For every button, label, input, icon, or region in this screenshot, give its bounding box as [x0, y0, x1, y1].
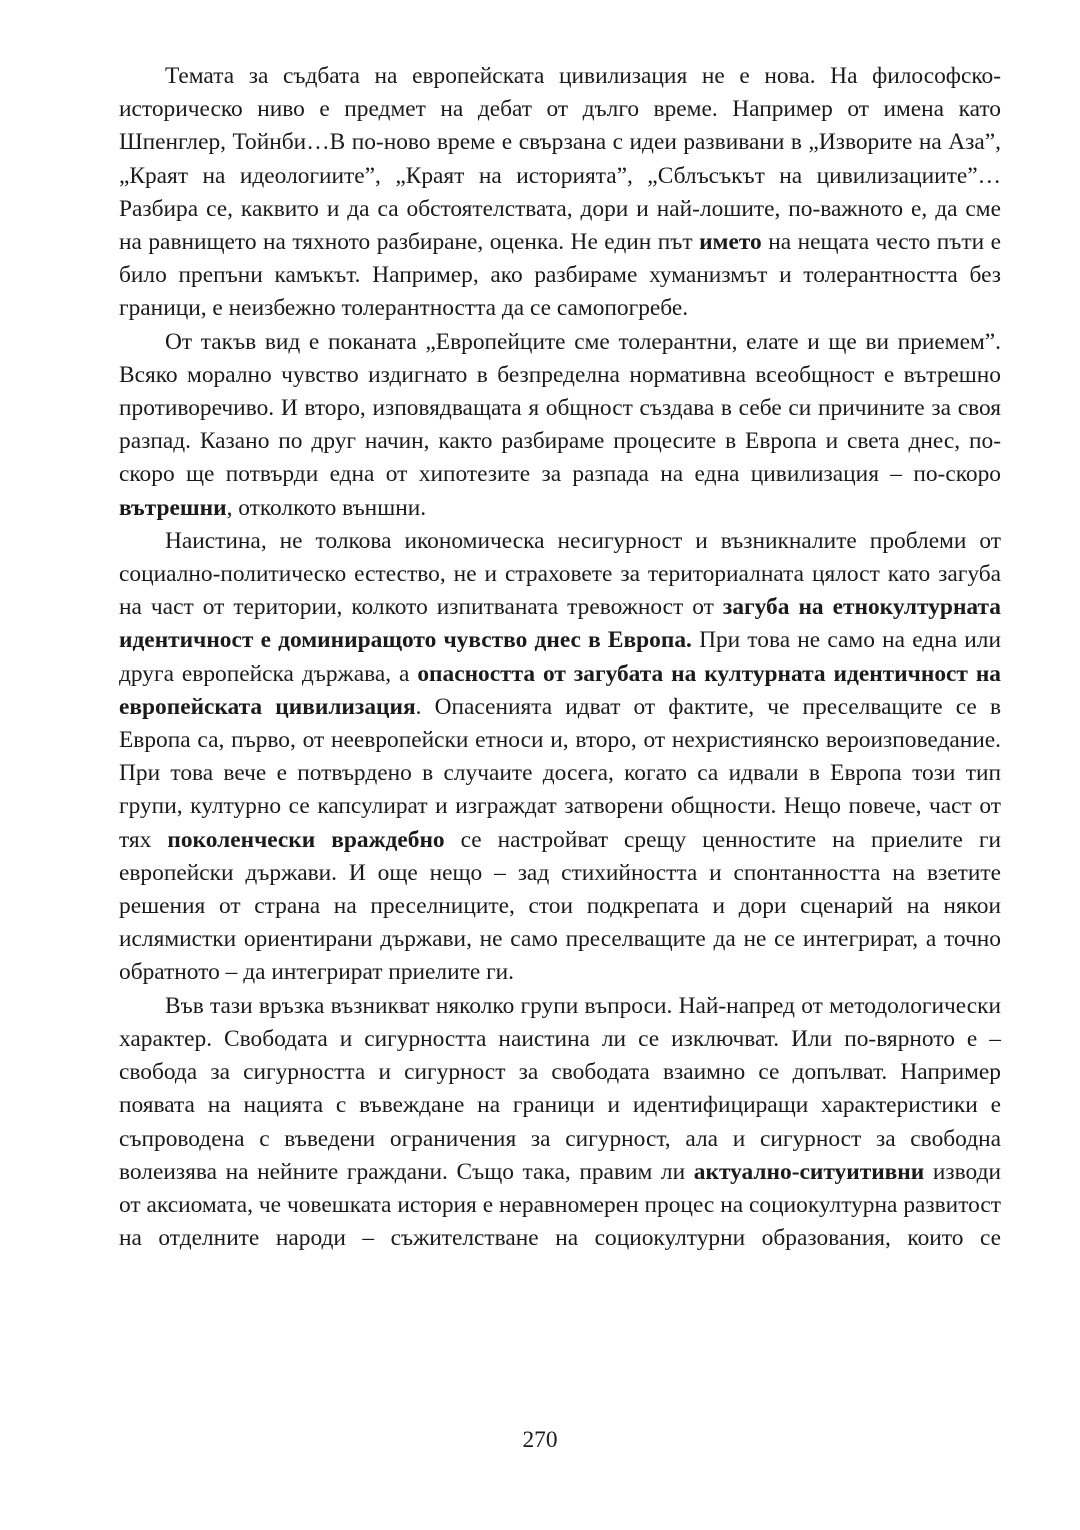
page-body	[119, 60, 1001, 1255]
text-run: изводи от аксиомата, че човешката история е неравномерен процес на социокултурна развитост на отделните народи – съжителстване на социокултурни образования, които се	[119, 1158, 1001, 1252]
page-number: 270	[522, 1427, 558, 1453]
text-run: От такъв вид е поканата „Европейците сме толерантни, елате и ще ви приемем”. Всяко морално чувство издигнато в безпределна нормативна всеобщност е вътрешно противоречиво. И второ, изповядващата я общност създава в себе си причините за своя разпад. Казано по друг начин, както разбираме процесите в Европа и света днес, по-скоро ще потвърди една от хипотезите за разпада на една цивилизация – по-скоро	[119, 328, 1001, 488]
bold-text-run: загуба на етнокултурната идентичност е доминиращото чувство днес в Европа.	[119, 594, 1001, 654]
text-run: Във тази връзка възникват няколко групи въпроси. Най-напред от методологически характер. Свободата и сигурността наистина ли се изключват. Или по-вярното е – свобода за сигурността и сигурност за свободата взаимно се допълват. Например появата на нацията с въвеждане на граници и идентифициращи характеристики е съпроводена с въведени ограничения за сигурност, ала и сигурност за свободна волеизява на нейните граждани. Също така, правим ли	[119, 992, 1001, 1185]
paragraph	[119, 525, 1001, 990]
text-run: , отколкото външни.	[226, 494, 427, 521]
bold-text-run: името	[699, 229, 762, 256]
text-run: Наистина, не толкова икономическа несигурност и възникналите проблеми от социално-политическо естество, не и страховете за териториалната цялост като загуба на част от територии, колкото изпитваната тревожност от	[119, 527, 1001, 621]
bold-text-run: опасността от загубата на културната идентичност на европейската цивилизация	[119, 660, 1001, 720]
text-run: . Опасенията идват от фактите, че преселващите се в Европа са, първо, от неевропейски етноси и, второ, от нехристиянско вероизповедание. При това вече е потвърдено в случаите досега, когато са идвали в Европа този тип групи, културно се капсулират и изграждат затворени общности. Нещо повече, част от тях	[119, 693, 1001, 853]
paragraph	[119, 990, 1001, 1256]
paragraph	[119, 60, 1001, 326]
bold-text-run: вътрешни	[119, 494, 227, 521]
text-run: на нещата често пъти е било препъни камъкът. Например, ако разбираме хуманизмът и толерантността без граници, е неизбежно толерантността да се самопогребе.	[119, 229, 1001, 322]
paragraph	[119, 326, 1001, 525]
text-run: При това не само на една или друга европейска държава, а	[119, 627, 1001, 687]
text-run: Темата за съдбата на европейската цивилизация не е нова. На философско-историческо ниво е предмет на дебат от дълго време. Например от имена като Шпенглер, Тойнби…В по-ново време е свързана с идеи развивани в „Изворите на Аза”, „Краят на идеологиите”, „Краят на историята”, „Сблъсъкът на цивилизациите”… Разбира се, каквито и да са обстоятелствата, дори и най-лошите, по-важното е, да сме на равнището на тяхното разбиране, оценка. Не един път	[119, 63, 1001, 256]
text-run: се настройват срещу ценностите на приелите ги европейски държави. И още нещо – зад стихийността и спонтанността на взетите решения от страна на преселниците, стои подкрепата и дори сценарий на някои ислямистки ориентирани държави, не само преселващите да не се интегрират, а точно обратното – да интегрират приелите ги.	[119, 826, 1001, 986]
bold-text-run: поколенчески враждебно	[167, 826, 445, 853]
bold-text-run: актуално-ситуитивни	[693, 1158, 925, 1185]
